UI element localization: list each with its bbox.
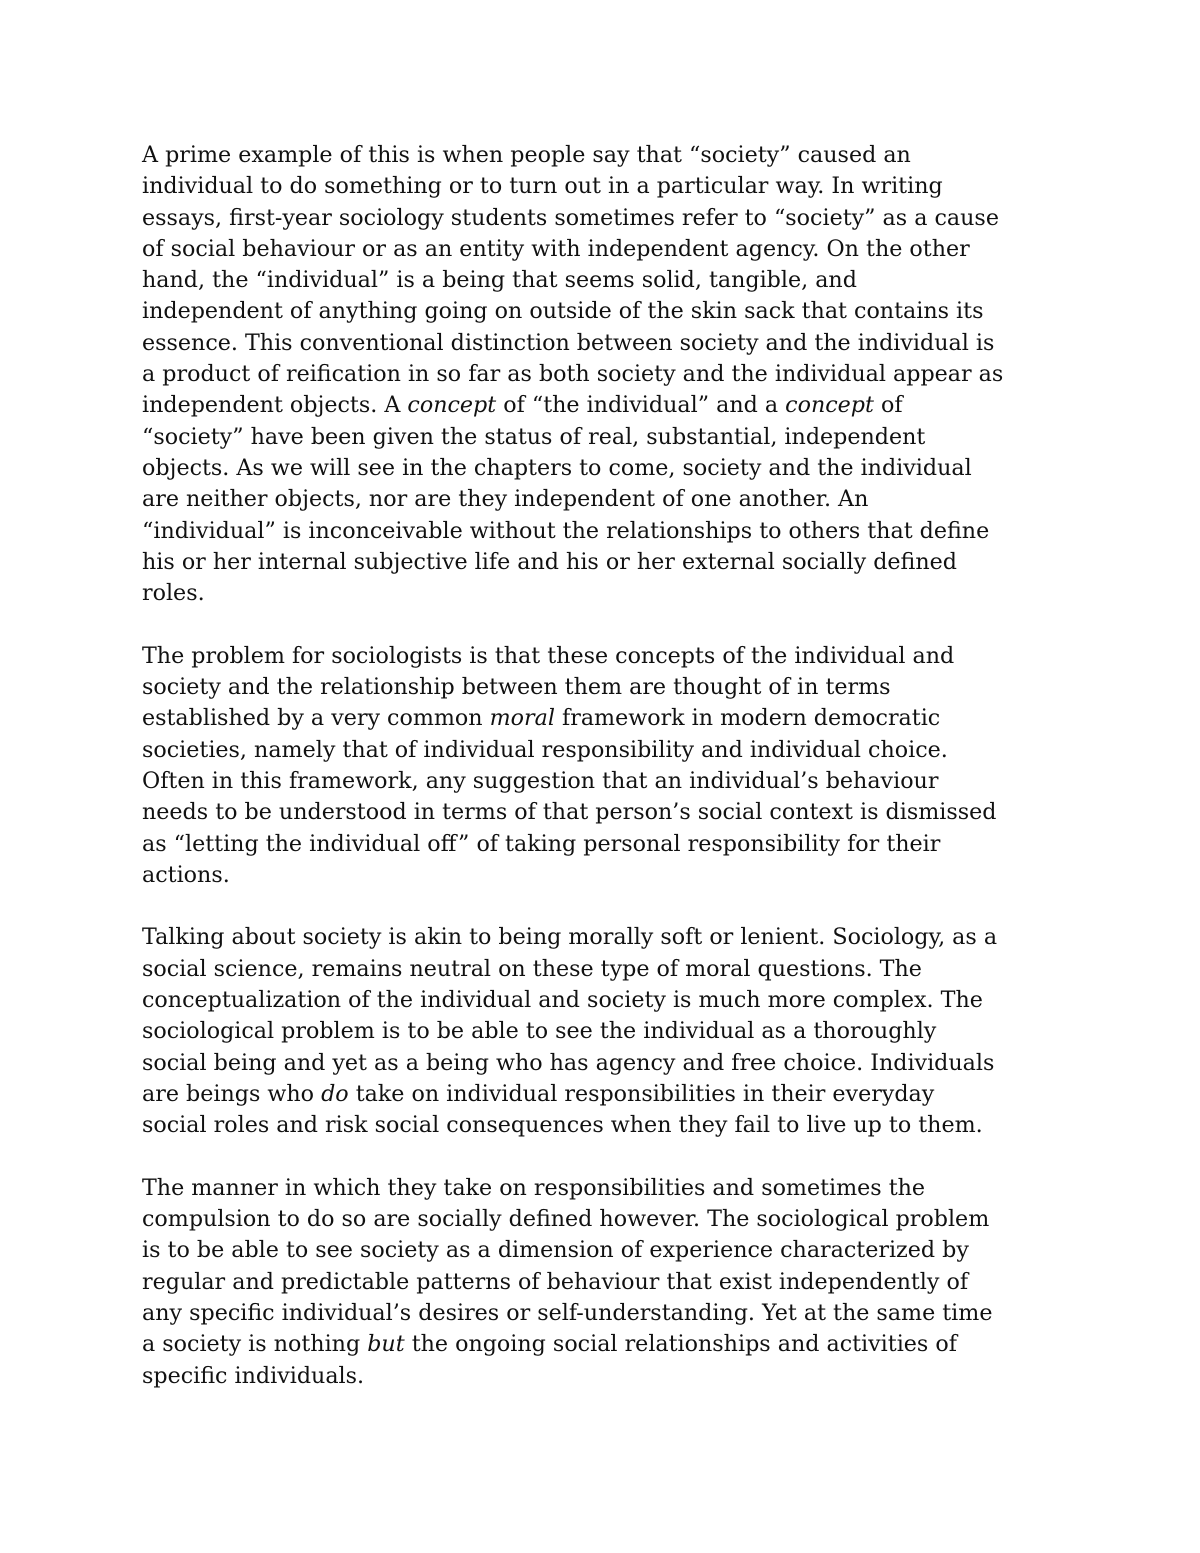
text-line <box>142 829 1082 860</box>
text-line <box>142 390 1082 421</box>
text-run: conceptualization of the individual and society is much more complex. The <box>142 987 983 1014</box>
text-line <box>142 203 1082 234</box>
text-run: established by a very common <box>142 705 490 732</box>
text-run: roles. <box>142 580 205 607</box>
text-line <box>142 1110 1082 1141</box>
text-run: are beings who <box>142 1080 322 1107</box>
text-run: individual to do something or to turn out in a particular way. In writing <box>142 173 943 200</box>
text-line <box>142 641 1082 672</box>
text-run: of <box>873 392 903 419</box>
text-run: a product of reification in so far as both society and the individual appear as <box>142 361 1004 388</box>
text-line <box>142 1235 1082 1266</box>
text-run: social roles and risk social consequences when they fail to live up to them. <box>142 1112 983 1139</box>
text-line <box>142 453 1082 484</box>
text-line <box>142 265 1082 296</box>
text-run: is to be able to see society as a dimension of experience characterized by <box>142 1237 969 1264</box>
text-run: Often in this framework, any suggestion that an individual’s behaviour <box>142 767 939 794</box>
text-run: “society” have been given the status of real, substantial, independent <box>142 423 926 450</box>
text-run: specific individuals. <box>142 1362 365 1389</box>
text-run: compulsion to do so are socially defined however. The sociological problem <box>142 1206 990 1233</box>
text-line <box>142 954 1082 985</box>
text-line <box>142 922 1082 953</box>
text-run: regular and predictable patterns of behaviour that exist independently of <box>142 1268 969 1295</box>
text-run: needs to be understood in terms of that person’s social context is dismissed <box>142 799 997 826</box>
text-line <box>142 516 1082 547</box>
body-text <box>142 140 1082 1423</box>
text-run: as “letting the individual off” of taking personal responsibility for their <box>142 830 941 857</box>
text-run: hand, the “individual” is a being that seems solid, tangible, and <box>142 267 857 294</box>
text-line <box>142 328 1082 359</box>
text-line <box>142 359 1082 390</box>
text-run: of “the individual” and a <box>496 392 786 419</box>
text-line <box>142 296 1082 327</box>
text-line <box>142 140 1082 171</box>
text-line <box>142 735 1082 766</box>
text-run: are neither objects, nor are they independent of one another. An <box>142 486 869 513</box>
text-run: A prime example of this is when people say that “society” caused an <box>142 142 911 168</box>
text-run: actions. <box>142 861 230 888</box>
text-line <box>142 703 1082 734</box>
text-run: sociological problem is to be able to see the individual as a thoroughly <box>142 1018 937 1045</box>
italic-text: concept <box>407 392 497 419</box>
text-line <box>142 547 1082 578</box>
text-line <box>142 1267 1082 1298</box>
text-line <box>142 234 1082 265</box>
text-line <box>142 1329 1082 1360</box>
text-line <box>142 1048 1082 1079</box>
paragraph <box>142 641 1082 891</box>
text-line <box>142 1016 1082 1047</box>
text-run: any specific individual’s desires or self-understanding. Yet at the same time <box>142 1299 993 1326</box>
text-run: social science, remains neutral on these type of moral questions. The <box>142 955 922 982</box>
text-run: independent objects. A <box>142 392 408 419</box>
text-line <box>142 672 1082 703</box>
text-run: The manner in which they take on responsibilities and sometimes the <box>142 1174 926 1201</box>
text-line <box>142 1298 1082 1329</box>
text-run: a society is nothing <box>142 1331 368 1358</box>
text-run: “individual” is inconceivable without the relationships to others that define <box>142 517 990 544</box>
text-line <box>142 1079 1082 1110</box>
text-line <box>142 766 1082 797</box>
text-run: independent of anything going on outside of the skin sack that contains its <box>142 298 984 325</box>
italic-text: moral <box>489 705 555 732</box>
text-line <box>142 1204 1082 1235</box>
text-run: essays, first-year sociology students sometimes refer to “society” as a cause <box>142 204 999 231</box>
italic-text: but <box>367 1331 405 1358</box>
text-run: The problem for sociologists is that these concepts of the individual and <box>142 642 955 669</box>
text-line <box>142 1173 1082 1204</box>
paragraph <box>142 1173 1082 1392</box>
paragraph <box>142 140 1082 609</box>
text-run: take on individual responsibilities in their everyday <box>348 1080 935 1107</box>
italic-text: do <box>321 1080 349 1107</box>
text-run: society and the relationship between them are thought of in terms <box>142 674 891 701</box>
text-line <box>142 1361 1082 1392</box>
text-run: the ongoing social relationships and activities of <box>404 1331 957 1358</box>
text-run: objects. As we will see in the chapters to come, society and the individual <box>142 454 972 481</box>
text-line <box>142 797 1082 828</box>
text-line <box>142 578 1082 609</box>
text-run: essence. This conventional distinction between society and the individual is <box>142 329 995 356</box>
text-run: Talking about society is akin to being morally soft or lenient. Sociology, as a <box>142 924 998 951</box>
text-line <box>142 484 1082 515</box>
text-run: of social behaviour or as an entity with independent agency. On the other <box>142 235 970 262</box>
text-run: social being and yet as a being who has agency and free choice. Individuals <box>142 1049 995 1076</box>
italic-text: concept <box>785 392 874 419</box>
text-line <box>142 171 1082 202</box>
text-run: his or her internal subjective life and his or her external socially defined <box>142 548 957 575</box>
text-run: societies, namely that of individual responsibility and individual choice. <box>142 736 948 763</box>
text-line <box>142 985 1082 1016</box>
text-run: framework in modern democratic <box>554 705 941 732</box>
text-line <box>142 860 1082 891</box>
paragraph <box>142 922 1082 1141</box>
text-line <box>142 422 1082 453</box>
